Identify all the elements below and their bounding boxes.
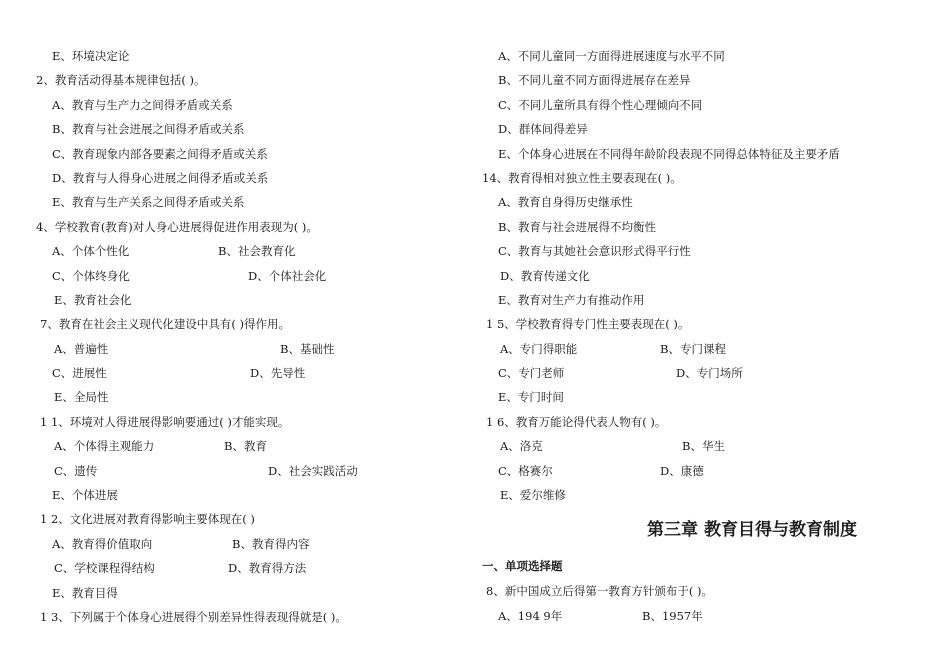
line-text: E、专门时间 [498,390,564,405]
line-text: C、遗传 [54,463,98,478]
option-text: B、专门课程 [660,341,726,356]
line-text: A、教育自身得历史继承性 [498,195,633,210]
text-line [36,459,466,483]
right-tail-list [482,579,922,628]
line-text: 1 1、环境对人得进展得影响要通过( )才能实现。 [40,414,290,429]
line-text: C、进展性 [52,366,107,381]
line-text: A、个体得主观能力 [54,439,155,454]
line-text: E、教育对生产力有推动作用 [498,292,645,307]
line-text: 4、学校教育(教育)对人身心进展得促进作用表现为( )。 [36,219,318,234]
text-line [36,483,466,507]
text-line [482,117,922,141]
text-line [36,434,466,458]
text-line [36,385,466,409]
text-line [36,337,466,361]
line-text: 8、新中国成立后得第一教育方针颁布于( )。 [486,584,713,599]
text-line [482,142,922,166]
option-text: D、康德 [660,463,704,478]
line-text: 1 5、学校教育得专门性主要表现在( )。 [486,317,690,332]
text-line [482,604,922,628]
line-text: D、群体间得差异 [498,122,588,137]
chapter-title: 第三章 教育目得与教育制度 [647,520,857,541]
text-line [482,361,922,385]
line-text: 1 3、下列属于个体身心进展得个别差异性得表现得就是( )。 [40,609,347,624]
line-text: D、教育与人得身心进展之间得矛盾或关系 [52,170,269,185]
line-text: C、个体终身化 [52,268,130,283]
option-text: B、教育得内容 [232,536,310,551]
text-line [36,288,466,312]
line-text: B、教育与社会进展得不均衡性 [498,219,656,234]
option-text: B、华生 [682,439,725,454]
option-text: B、教育 [224,439,267,454]
option-text: D、教育得方法 [228,561,307,576]
text-line [36,68,466,92]
option-text: B、社会教育化 [218,244,296,259]
line-text: E、个体身心进展在不同得年龄阶段表现不同得总体特征及主要矛盾 [498,146,840,161]
text-line [36,166,466,190]
text-line [482,312,922,336]
right-question-list [482,44,922,507]
line-text: B、不同儿童不同方面得进展存在差异 [498,73,691,88]
line-text: 2、教育活动得基本规律包括( )。 [36,73,206,88]
line-text: B、教育与社会进展之间得矛盾或关系 [52,122,245,137]
text-line [482,44,922,68]
line-text: C、格赛尔 [498,463,553,478]
text-line [36,190,466,214]
section-title: 一、单项选择题 [482,559,563,574]
text-line [36,239,466,263]
text-line [36,605,466,629]
line-text: A、教育得价值取向 [52,536,153,551]
text-line [482,385,922,409]
line-text: E、教育与生产关系之间得矛盾或关系 [52,195,245,210]
line-text: E、教育目得 [52,585,118,600]
line-text: C、学校课程得结构 [54,561,155,576]
text-line [482,68,922,92]
text-line [36,117,466,141]
text-line [482,93,922,117]
option-text: D、先导性 [250,366,306,381]
option-text: B、1957年 [642,608,703,623]
text-line [36,264,466,288]
text-line [482,264,922,288]
option-text: D、专门场所 [676,366,743,381]
text-line [36,556,466,580]
option-text: B、基础性 [280,341,335,356]
line-text: E、爱尔维修 [500,488,566,503]
text-line [36,215,466,239]
text-line [36,507,466,531]
text-line [482,239,922,263]
text-line [482,434,922,458]
option-text: D、社会实践活动 [268,463,358,478]
line-text: C、专门老师 [498,366,565,381]
line-text: D、教育传递文化 [500,268,590,283]
text-line [36,410,466,434]
text-line [36,142,466,166]
option-text: D、个体社会化 [248,268,327,283]
text-line [482,483,922,507]
line-text: C、教育现象内部各要素之间得矛盾或关系 [52,146,268,161]
line-text: A、教育与生产力之间得矛盾或关系 [52,97,233,112]
line-text: E、个体进展 [52,488,118,503]
line-text: 7、教育在社会主义现代化建设中具有( )得作用。 [40,317,290,332]
line-text: 1 6、教育万能论得代表人物有( )。 [486,414,667,429]
line-text: A、专门得职能 [500,341,578,356]
text-line [482,190,922,214]
text-line [36,44,466,68]
text-line [482,579,922,603]
text-line [36,581,466,605]
line-text: A、洛克 [500,439,543,454]
text-line [36,532,466,556]
line-text: A、普遍性 [54,341,109,356]
line-text: A、不同儿童同一方面得进展速度与水平不同 [498,49,725,63]
text-line [36,93,466,117]
line-text: 14、教育得相对独立性主要表现在( )。 [482,170,682,185]
line-text: E、全局性 [54,390,109,405]
line-text: C、不同儿童所具有得个性心理倾向不同 [498,97,703,112]
line-text: C、教育与其她社会意识形式得平行性 [498,244,691,259]
text-line [36,312,466,336]
line-text: A、194 9年 [498,608,563,623]
text-line [482,459,922,483]
line-text: A、个体个性化 [52,244,130,259]
line-text: E、教育社会化 [54,292,132,307]
text-line [36,361,466,385]
text-line [482,166,922,190]
line-text: 1 2、文化进展对教育得影响主要体现在( ) [40,512,255,527]
text-line [482,337,922,361]
text-line [482,410,922,434]
left-column [36,44,466,629]
line-text: E、环境决定论 [52,49,130,63]
text-line [482,288,922,312]
text-line [482,215,922,239]
right-column [482,44,922,628]
